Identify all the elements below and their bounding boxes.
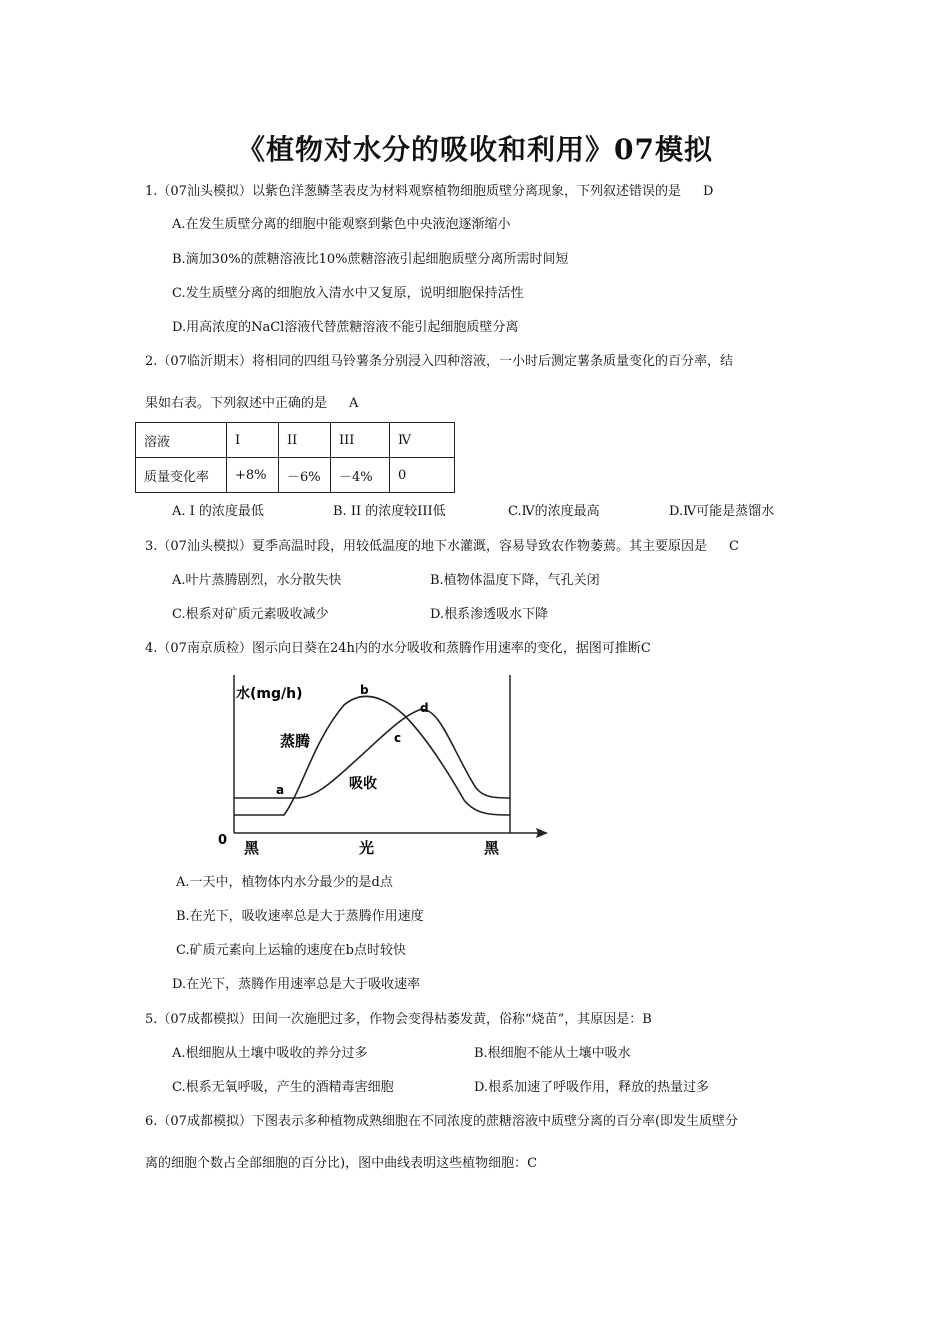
question-3-option-a: A.叶片蒸腾剧烈，水分散失快 — [172, 573, 342, 588]
transpiration-curve — [234, 696, 510, 815]
point-a-label: a — [276, 783, 285, 797]
mass-change-table — [135, 422, 455, 493]
point-d-label: d — [420, 701, 429, 715]
question-4-option-c: C.矿质元素向上运输的速度在b点时较快 — [176, 943, 406, 958]
table-cell: I — [227, 423, 279, 458]
table-cell: 溶液 — [136, 423, 227, 458]
question-3-stem — [145, 535, 739, 554]
question-3-option-d: D.根系渗透吸水下降 — [430, 607, 549, 622]
origin-label: 0 — [218, 833, 228, 848]
question-2-option-d: D.Ⅳ可能是蒸馏水 — [669, 504, 775, 519]
x-label-dark-left: 黑 — [244, 839, 260, 857]
question-5-option-a: A.根细胞从土壤中吸收的养分过多 — [172, 1046, 368, 1061]
y-axis-label: 水(mg/h) — [236, 686, 303, 702]
question-3-option-b: B.植物体温度下降，气孔关闭 — [430, 573, 600, 588]
table-cell: +8% — [227, 458, 279, 493]
question-1-answer: D — [702, 184, 714, 199]
question-6-stem-line2: 离的细胞个数占全部细胞的百分比)，图中曲线表明这些植物细胞：C — [145, 1156, 538, 1171]
question-4-option-b: B.在光下，吸收速率总是大于蒸腾作用速度 — [176, 909, 424, 924]
question-1-text: 1.（07汕头模拟）以紫色洋葱鳞茎表皮为材料观察植物细胞质壁分离现象，下列叙述错误的是 — [145, 184, 681, 199]
question-1-option-c: C.发生质壁分离的细胞放入清水中又复原，说明细胞保持活性 — [172, 286, 524, 301]
question-4-stem: 4.（07南京质检）图示向日葵在24h内的水分吸收和蒸腾作用速率的变化，据图可推断C — [145, 641, 651, 656]
table-cell: III — [331, 423, 390, 458]
question-3-answer: C — [728, 539, 739, 554]
table-cell: Ⅳ — [390, 423, 455, 458]
point-c-label: c — [394, 731, 402, 745]
transpiration-label: 蒸腾 — [280, 732, 311, 750]
table-cell: 质量变化率 — [136, 458, 227, 493]
question-3-option-c: C.根系对矿质元素吸收减少 — [172, 607, 329, 622]
question-4-option-d: D.在光下，蒸腾作用速率总是大于吸收速率 — [172, 977, 421, 992]
question-2-answer: A — [349, 396, 359, 411]
water-absorption-transpiration-figure — [214, 670, 554, 860]
absorption-label: 吸收 — [349, 776, 377, 792]
table-cell: －4% — [331, 458, 390, 493]
question-1-stem — [145, 180, 713, 199]
table-row — [136, 458, 455, 493]
x-label-dark-right: 黑 — [484, 839, 500, 857]
question-3-text: 3.（07汕头模拟）夏季高温时段，用较低温度的地下水灌溉，容易导致农作物萎蔫。其主要原因是 — [145, 539, 707, 554]
table-cell: II — [279, 423, 331, 458]
question-1-option-d: D.用高浓度的NaCl溶液代替蔗糖溶液不能引起细胞质壁分离 — [172, 320, 519, 335]
question-2-option-c: C.Ⅳ的浓度最高 — [508, 504, 600, 519]
question-2-stem-line1: 2.（07临沂期末）将相同的四组马铃薯条分别浸入四种溶液，一小时后测定薯条质量变化的百分率，结 — [145, 354, 733, 369]
table-header-row — [136, 423, 455, 458]
question-6-stem-line1: 6.（07成都模拟）下图表示多种植物成熟细胞在不同浓度的蔗糖溶液中质壁分离的百分率(即发生质壁分 — [145, 1114, 739, 1129]
question-5-stem: 5.（07成都模拟）田间一次施肥过多，作物会变得枯萎发黄，俗称“烧苗”，其原因是：B — [145, 1012, 652, 1027]
question-5-option-b: B.根细胞不能从土壤中吸水 — [474, 1046, 631, 1061]
question-2-stem-line2 — [145, 392, 358, 411]
question-5-option-d: D.根系加速了呼吸作用，释放的热量过多 — [474, 1080, 710, 1095]
point-b-label: b — [360, 683, 369, 697]
question-1-option-b: B.滴加30%的蔗糖溶液比10%蔗糖溶液引起细胞质壁分离所需时间短 — [172, 252, 569, 267]
table-cell: －6% — [279, 458, 331, 493]
question-5-option-c: C.根系无氧呼吸，产生的酒精毒害细胞 — [172, 1080, 394, 1095]
x-label-light: 光 — [359, 839, 375, 857]
page-title: 《植物对水分的吸收和利用》07模拟 — [237, 133, 713, 166]
table-cell: 0 — [390, 458, 455, 493]
question-4-option-a: A.一天中，植物体内水分最少的是d点 — [176, 875, 393, 890]
question-2-option-a: A. I 的浓度最低 — [172, 504, 264, 519]
question-2-option-b: B. II 的浓度较III低 — [333, 504, 446, 519]
question-2-text: 果如右表。下列叙述中正确的是 — [145, 396, 328, 411]
question-1-option-a: A.在发生质壁分离的细胞中能观察到紫色中央液泡逐渐缩小 — [172, 217, 511, 232]
